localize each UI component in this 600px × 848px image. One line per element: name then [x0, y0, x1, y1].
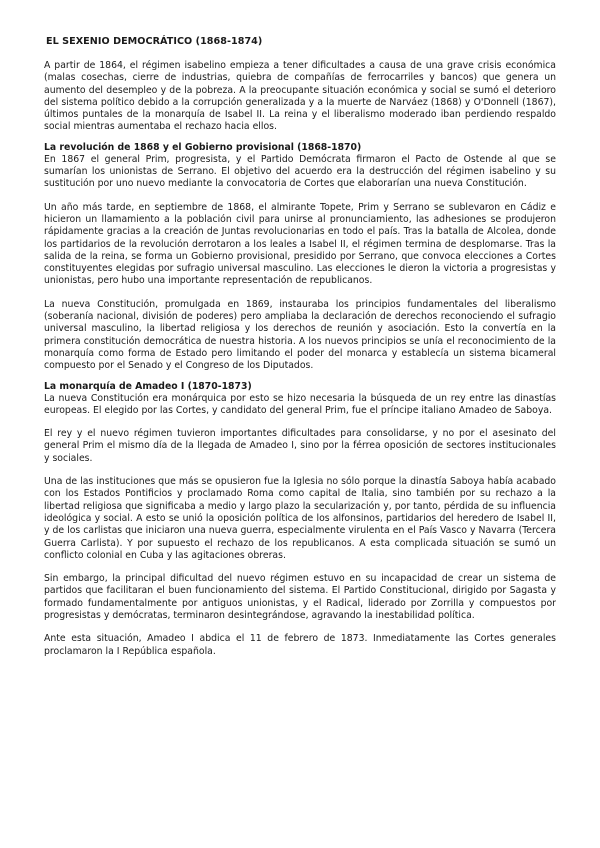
paragraph: Un año más tarde, en septiembre de 1868, el almirante Topete, Prim y Serrano se sublevaron en Cádiz e hicieron un llamamiento a la población civil para unirse al pronunciamiento, las adhesiones se produjeron rápidamente gracias a la creación de Juntas revolucionarias en todo el país. Tras la batalla de Alcolea, donde los partidarios de la revolución derrotaron a los leales a Isabel II, el régimen termina de desplomarse. Tras la salida de la reina, se forma un Gobierno provisional, presidido por Serrano, que convoca elecciones a Cortes constituyentes elegidas por sufragio universal masculino. Las elecciones le dieron la victoria a progresistas y unionistas, pero hubo una importante representación de republicanos. — [44, 201, 556, 287]
paragraph: El rey y el nuevo régimen tuvieron importantes dificultades para consolidarse, y no por el asesinato del general Prim el mismo día de la llegada de Amadeo I, sino por la férrea oposición de sectores institucionales y sociales. — [44, 428, 556, 464]
paragraph: La nueva Constitución era monárquica por esto se hizo necesaria la búsqueda de un rey entre las dinastías europeas. El elegido por las Cortes, y candidato del general Prim, fue el príncipe italiano Amadeo de Saboya. — [44, 392, 556, 416]
section-heading-revolucion: La revolución de 1868 y el Gobierno provisional (1868-1870) — [44, 141, 362, 153]
paragraph: La nueva Constitución, promulgada en 1869, instauraba los principios fundamentales del liberalismo (soberanía nacional, división de poderes) pero ampliaba la declaración de derechos reconociendo el sufragio universal masculino, la libertad religiosa y los derechos de reunión y asociación. Esto la convertía en la primera constitución democrática de nuestra historia. A los nuevos principios se unía el reconocimiento de la monarquía como forma de Estado pero limitando el poder del monarca y establecía un sistema bicameral compuesto por el Senado y el Congreso de los Diputados. — [44, 298, 556, 372]
paragraph: Sin embargo, la principal dificultad del nuevo régimen estuvo en su incapacidad de crear un sistema de partidos que facilitaran el buen funcionamiento del sistema. El Partido Constitucional, dirigido por Sagasta y formado fundamentalmente por antiguos unionistas, y el Radical, liderado por Zorrilla y compuestos por progresistas y demócratas, terminaron desintegrándose, agravando la inestabilidad política. — [44, 573, 556, 621]
paragraph: En 1867 el general Prim, progresista, y el Partido Demócrata firmaron el Pacto de Ostende al que se sumarían los unionistas de Serrano. El objetivo del acuerdo era la destrucción del régimen isabelino y su sustitución por uno nuevo mediante la convocatoria de Cortes que elaborarían una nueva Constitución. — [44, 153, 556, 190]
intro-paragraph: A partir de 1864, el régimen isabelino empieza a tener dificultades a causa de una grave crisis económica (malas cosechas, cierre de industrias, quiebra de compañías de ferrocarriles y bancos) que genera un aumento del desempleo y de la pobreza. A la preocupante situación económica y social se sumó el deterioro del sistema político debido a la corrupción generalizada y a la muerte de Narváez (1868) y O'Donnell (1867), últimos puntales de la monarquía de Isabel II. La reina y el liberalismo moderado iban perdiendo respaldo social mientras aumentaba el rechazo hacia ellos. — [44, 60, 556, 133]
paragraph: Ante esta situación, Amadeo I abdica el 11 de febrero de 1873. Inmediatamente las Cortes generales proclamaron la I República española. — [44, 633, 556, 657]
section-heading-amadeo: La monarquía de Amadeo I (1870-1873) — [44, 380, 252, 392]
paragraph: Una de las instituciones que más se opusieron fue la Iglesia no sólo porque la dinastía Saboya había acabado con los Estados Pontificios y proclamado Roma como capital de Italia, sino también por su rechazo a la libertad religiosa que significaba a medio y largo plazo la secularización y, por tanto, pérdida de su influencia ideológica y social. A esto se unió la oposición política de los alfonsinos, partidarios del heredero de Isabel II, y de los carlistas que iniciaron una nueva guerra, especialmente virulenta en el País Vasco y Navarra (Tercera Guerra Carlista). Y por supuesto el rechazo de los republicanos. A esta complicada situación se sumó un conflicto colonial en Cuba y las agitaciones obreras. — [44, 476, 556, 561]
document-title: EL SEXENIO DEMOCRÁTICO (1868-1874) — [46, 36, 263, 47]
